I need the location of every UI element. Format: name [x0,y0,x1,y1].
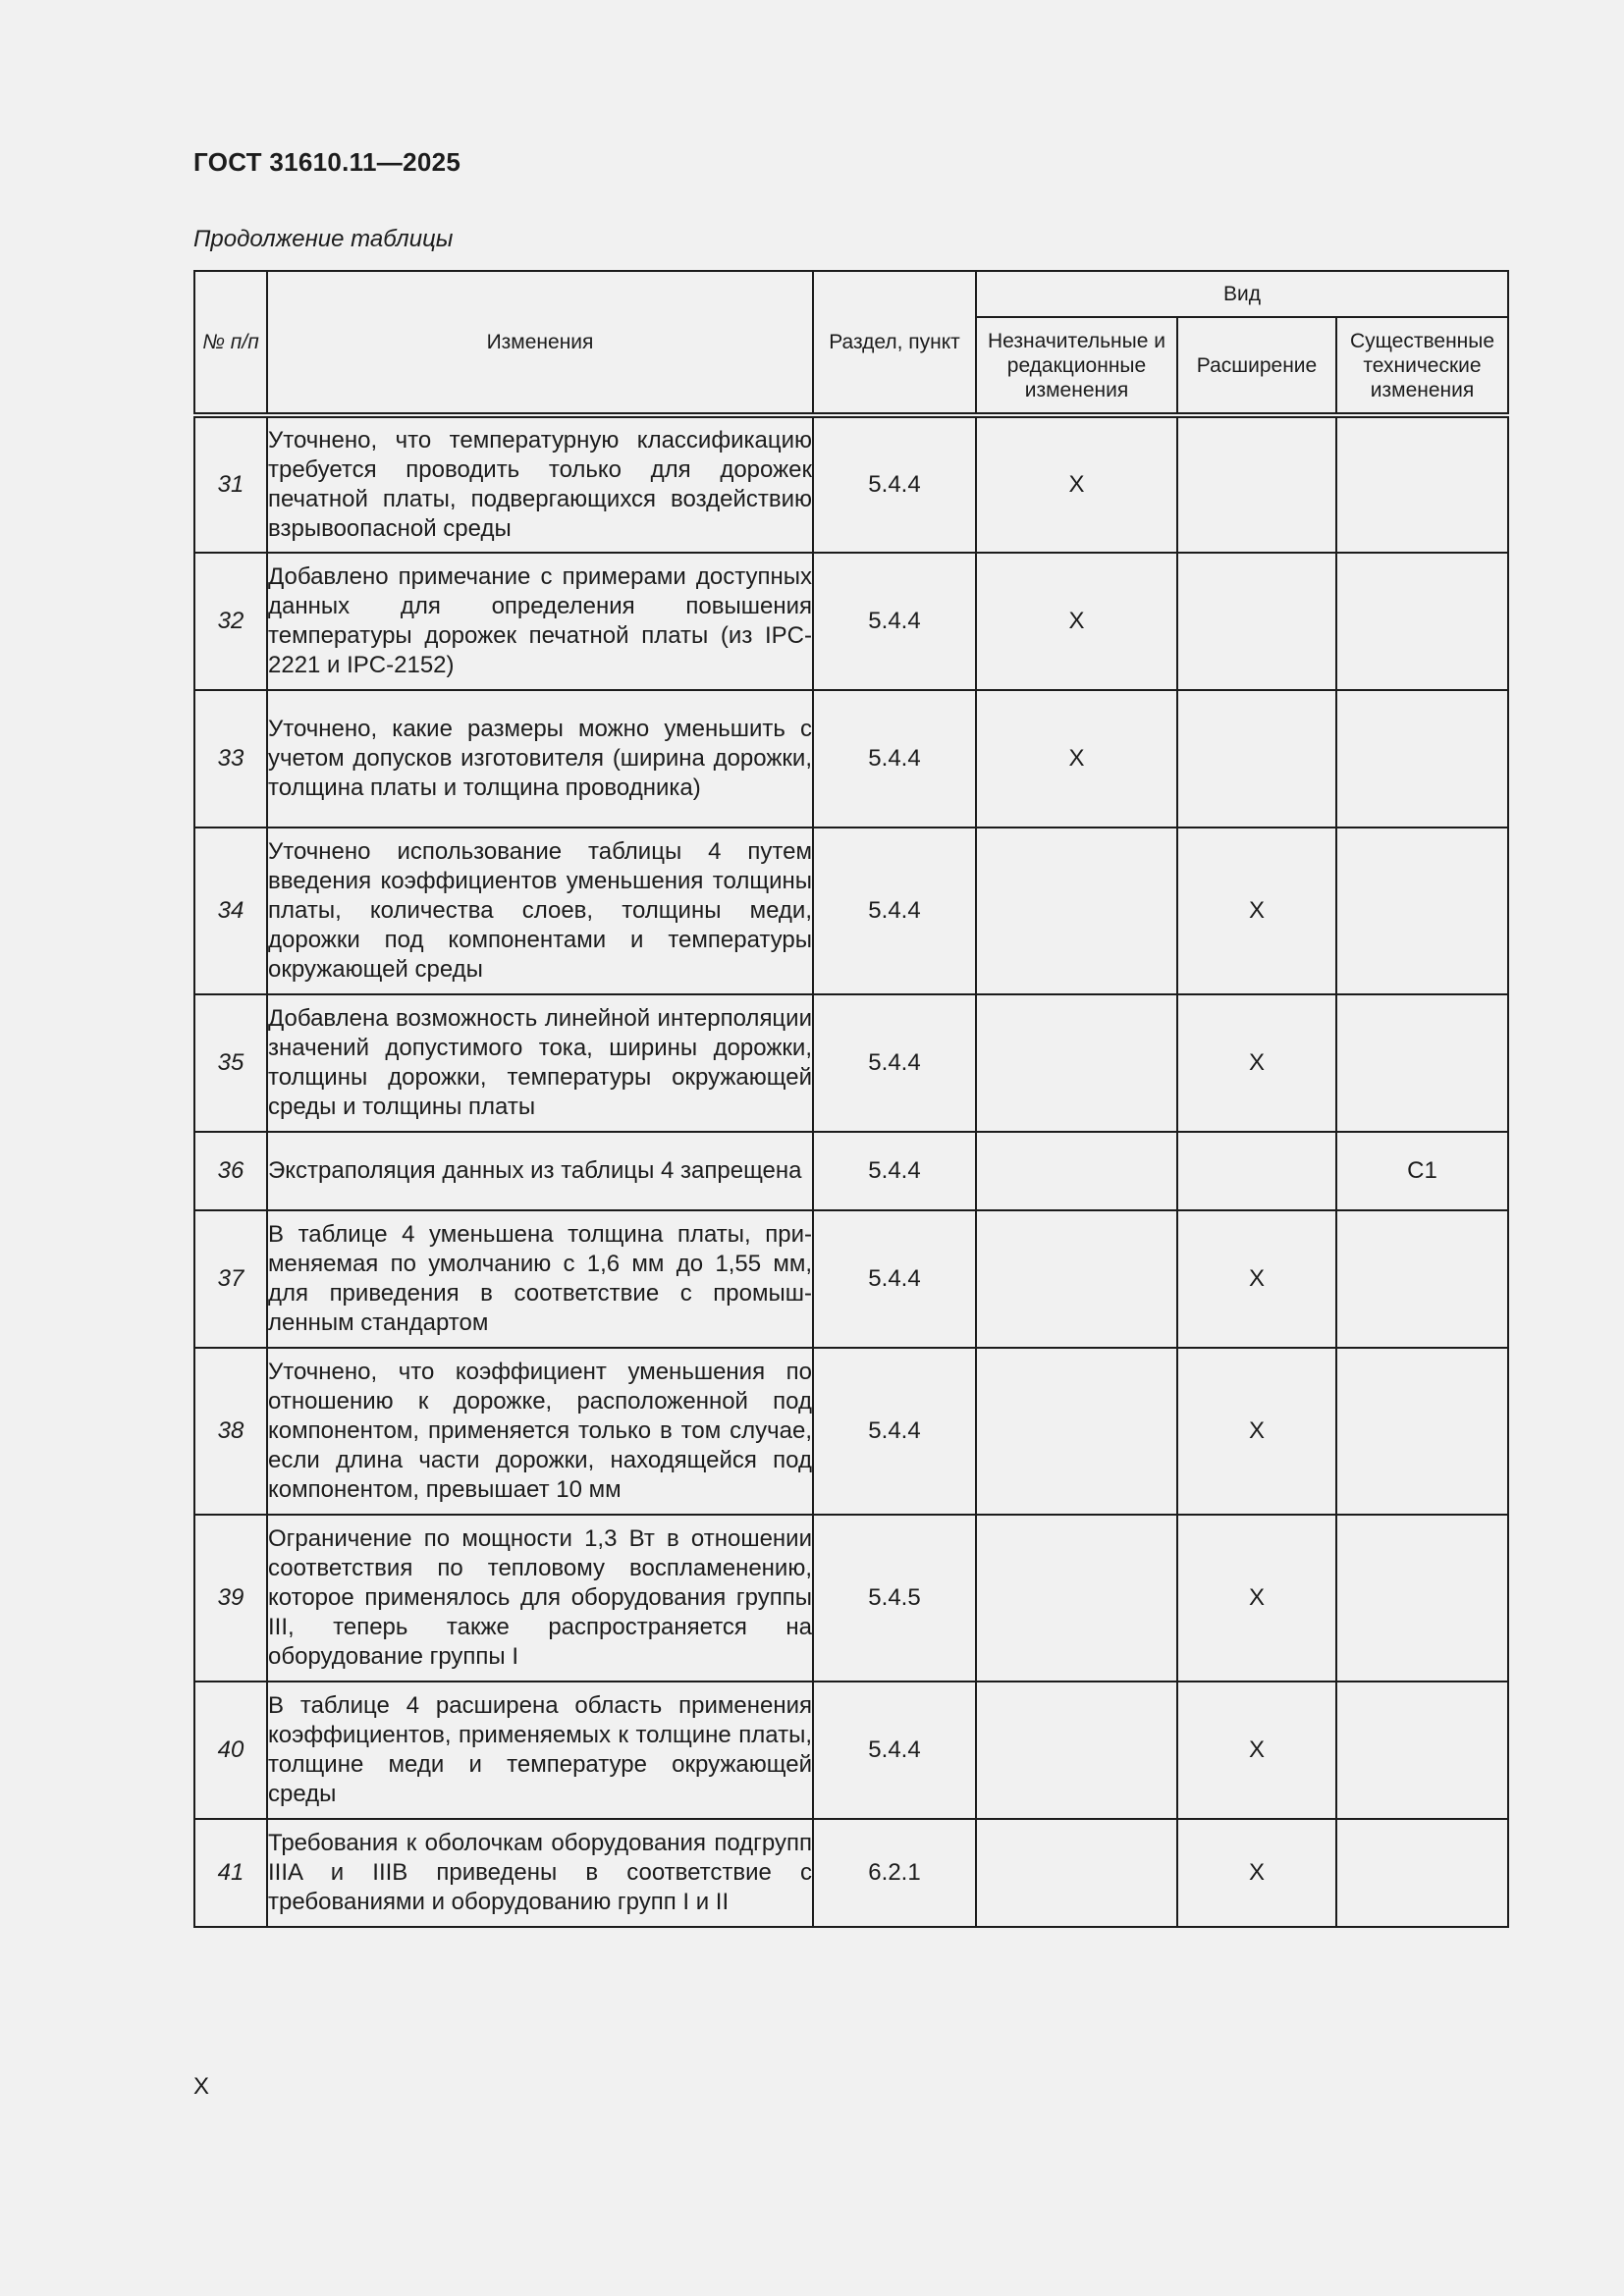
row-extension-mark: X [1177,1515,1336,1682]
row-extension-mark: X [1177,994,1336,1132]
row-minor-mark [976,994,1177,1132]
row-extension-mark: X [1177,1682,1336,1819]
header-changes: Изменения [267,271,813,415]
row-minor-mark [976,1515,1177,1682]
table-row [194,690,1508,828]
row-extension-mark [1177,415,1336,553]
row-change-text: Добавлено примечание с примерами доступных данных для определения повышения температуры дорожек печатной платы (из IPC-2221 и IPC-2152) [267,553,813,690]
row-change-text: Уточнено, какие размеры можно уменьшить с учетом допусков изготовителя (ширина дорожки, толщина платы и толщина проводника) [267,690,813,828]
row-minor-mark [976,1819,1177,1927]
row-extension-mark [1177,553,1336,690]
table-row [194,415,1508,553]
row-minor-mark: X [976,690,1177,828]
table-row [194,1348,1508,1515]
row-change-text: Уточнено, что коэффициент уменьшения по отношению к дорожке, расположенной под компонентом, применяется только в том случае, если длина части дорожки, находящейся под компонентом, превышает 10 мм [267,1348,813,1515]
row-technical-mark [1336,994,1508,1132]
row-minor-mark [976,1210,1177,1348]
row-technical-mark [1336,828,1508,994]
header-minor: Незначительные и редакционные изменения [976,317,1177,415]
row-section: 5.4.5 [813,1515,976,1682]
row-minor-mark [976,828,1177,994]
row-technical-mark [1336,1348,1508,1515]
row-extension-mark: X [1177,1819,1336,1927]
table-row [194,1819,1508,1927]
row-minor-mark [976,1348,1177,1515]
row-number: 36 [194,1132,267,1210]
row-technical-mark: C1 [1336,1132,1508,1210]
row-change-text: В таблице 4 расширена область применения коэффициентов, применяемых к толщине платы, толщине меди и температуре окружающей среды [267,1682,813,1819]
row-number: 35 [194,994,267,1132]
row-section: 5.4.4 [813,1682,976,1819]
row-number: 31 [194,415,267,553]
row-section: 5.4.4 [813,1348,976,1515]
row-number: 37 [194,1210,267,1348]
row-change-text: В таблице 4 уменьшена толщина платы, применяемая по умолчанию с 1,6 мм до 1,55 мм, для приведения в соответствие с промышленным стандартом [267,1210,813,1348]
row-technical-mark [1336,1210,1508,1348]
row-minor-mark: X [976,415,1177,553]
row-change-text: Требования к оболочкам оборудования подгрупп IIIA и IIIB приведены в соответствие с требованиями и оборудованию групп I и II [267,1819,813,1927]
row-technical-mark [1336,690,1508,828]
row-extension-mark: X [1177,1210,1336,1348]
row-section: 5.4.4 [813,994,976,1132]
row-number: 39 [194,1515,267,1682]
row-section: 5.4.4 [813,553,976,690]
row-change-text: Экстраполяция данных из таблицы 4 запрещена [267,1132,813,1210]
table-row [194,828,1508,994]
changes-table [193,270,1509,1928]
table-caption: Продолжение таблицы [193,226,454,252]
row-extension-mark: X [1177,1348,1336,1515]
row-extension-mark [1177,690,1336,828]
row-change-text: Уточнено использование таблицы 4 путем введения коэффициентов уменьшения толщины платы, количества слоев, толщины меди, дорожки под компонентами и температуры окружающей среды [267,828,813,994]
row-section: 5.4.4 [813,1210,976,1348]
header-extension: Расширение [1177,317,1336,415]
row-minor-mark [976,1682,1177,1819]
row-section: 5.4.4 [813,1132,976,1210]
header-section: Раздел, пункт [813,271,976,415]
row-section: 6.2.1 [813,1819,976,1927]
row-minor-mark [976,1132,1177,1210]
row-change-text: Добавлена возможность линейной интерполяции значений допустимого тока, ширины дорожки, толщины дорожки, температуры окружающей среды и толщины платы [267,994,813,1132]
page-number: X [193,2073,210,2100]
row-extension-mark: X [1177,828,1336,994]
header-technical: Существенные технические изменения [1336,317,1508,415]
document-title: ГОСТ 31610.11—2025 [193,147,461,177]
row-minor-mark: X [976,553,1177,690]
row-change-text: Ограничение по мощности 1,3 Вт в отношении соответствия по тепловому воспламенению, которое применялось для оборудования группы III, теперь также распространяется на оборудование группы I [267,1515,813,1682]
row-section: 5.4.4 [813,690,976,828]
row-technical-mark [1336,553,1508,690]
table-row [194,994,1508,1132]
row-section: 5.4.4 [813,415,976,553]
row-extension-mark [1177,1132,1336,1210]
row-number: 32 [194,553,267,690]
header-num: № п/п [194,271,267,415]
row-number: 33 [194,690,267,828]
table-row [194,553,1508,690]
row-number: 38 [194,1348,267,1515]
row-technical-mark [1336,1682,1508,1819]
row-technical-mark [1336,1515,1508,1682]
table-row [194,1132,1508,1210]
row-technical-mark [1336,1819,1508,1927]
row-change-text: Уточнено, что температурную классификацию требуется проводить только для дорожек печатной платы, подвергающихся воздействию взрывоопасной среды [267,415,813,553]
row-technical-mark [1336,415,1508,553]
row-number: 41 [194,1819,267,1927]
table-row [194,1515,1508,1682]
header-kind: Вид [976,271,1508,317]
row-number: 40 [194,1682,267,1819]
table-row [194,1682,1508,1819]
table-row [194,1210,1508,1348]
row-section: 5.4.4 [813,828,976,994]
row-number: 34 [194,828,267,994]
